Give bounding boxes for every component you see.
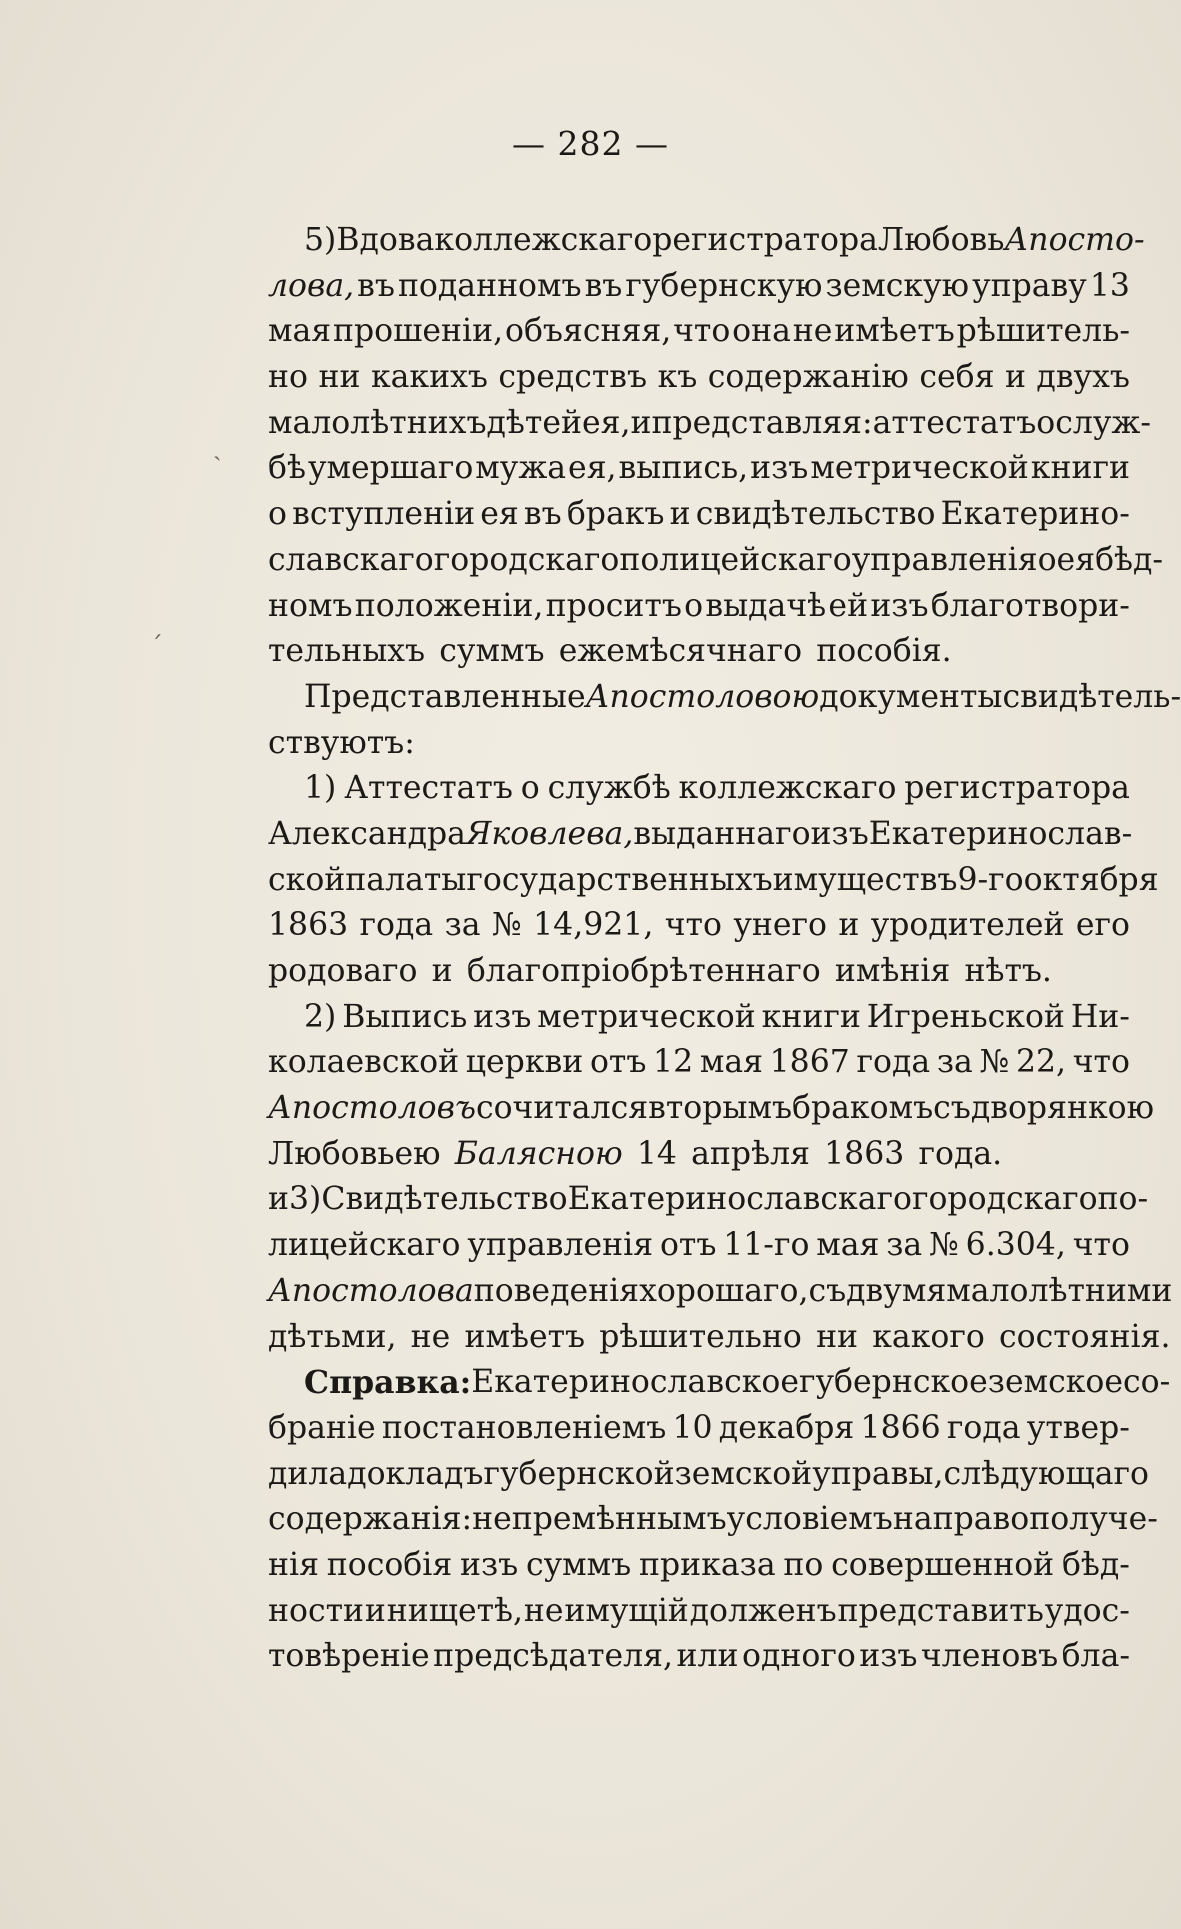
word: что — [1072, 1044, 1130, 1081]
word: малолѣтними — [946, 1272, 1173, 1309]
word: прошенiи, — [333, 313, 504, 350]
text-line — [268, 309, 1130, 355]
italic-name: Яковлева, — [465, 815, 634, 852]
word: ствуютъ: — [268, 724, 415, 761]
text-line — [268, 401, 1152, 447]
word: бѣ — [268, 450, 306, 487]
word: № — [491, 907, 522, 944]
word: полицейскаго — [619, 541, 852, 578]
word: и — [669, 496, 691, 533]
word: дѣтей — [486, 404, 582, 441]
word: что — [664, 907, 722, 944]
text-line — [268, 446, 1130, 492]
word: содержанiя: — [268, 1501, 473, 1538]
word: мая — [268, 313, 332, 350]
word: мая — [816, 1227, 880, 1264]
word: не — [410, 1318, 451, 1355]
text-line — [268, 721, 1130, 767]
word: 1863 — [824, 1135, 905, 1172]
word: губернское — [799, 1364, 988, 1401]
word: и — [630, 404, 652, 441]
word: 3) — [289, 1181, 322, 1218]
word: бѣд- — [1095, 541, 1164, 578]
text-line — [268, 1315, 1171, 1361]
word: совершенной — [831, 1546, 1055, 1583]
italic-name: Апостолова — [268, 1272, 474, 1309]
word: 22, — [1015, 1044, 1067, 1081]
word: благотвори- — [930, 587, 1130, 624]
word: уродителей — [870, 907, 1065, 944]
text-line — [268, 1132, 1130, 1178]
word: къ — [657, 359, 698, 396]
word: сочитался — [475, 1090, 649, 1127]
word: отъ — [589, 1044, 647, 1081]
text-line — [268, 1589, 1130, 1635]
italic-name: лова, — [268, 267, 355, 304]
word: 1) — [304, 770, 337, 807]
word: долженъ — [689, 1592, 837, 1629]
word: 14,921, — [533, 907, 654, 944]
word: постановленiемъ — [381, 1409, 667, 1446]
bold-heading: Справка: — [304, 1364, 472, 1402]
margin-speck: ˊ — [150, 632, 163, 662]
italic-name: Апостоловъ — [268, 1090, 476, 1127]
word: средствъ — [498, 359, 648, 396]
word: въ — [584, 267, 623, 304]
word: но — [268, 359, 308, 396]
word: 1863 — [268, 907, 349, 944]
word: Любовьею — [268, 1135, 441, 1172]
word: поданномъ — [397, 267, 582, 304]
word: вторымъ — [648, 1090, 793, 1127]
word: мужа — [475, 450, 567, 487]
word: Ни- — [1070, 998, 1130, 1035]
word: 6.304, — [965, 1227, 1066, 1264]
word: и — [838, 907, 860, 944]
word: изъ — [810, 815, 869, 852]
word: 11-го — [723, 1227, 810, 1264]
word: что — [1072, 1227, 1130, 1264]
word: утвер- — [1026, 1409, 1130, 1446]
margin-speck: ˎ — [213, 432, 222, 462]
italic-name: Апосто- — [1004, 222, 1145, 258]
word: палаты — [345, 861, 467, 898]
word: о — [1037, 541, 1057, 578]
italic-name: Апостоловою — [585, 678, 820, 715]
word: Екатеринослав- — [868, 815, 1133, 852]
word: право — [932, 1501, 1030, 1538]
word: церкви — [465, 1044, 584, 1081]
word: 13 — [1089, 267, 1130, 304]
word: книги — [1030, 450, 1130, 487]
word: дворянкою — [970, 1090, 1155, 1127]
word: положенiи, — [354, 587, 544, 624]
word: одного — [742, 1638, 856, 1675]
word: нѣтъ. — [964, 953, 1052, 989]
word: 1866 — [860, 1409, 941, 1446]
word: 9-го — [957, 861, 1024, 898]
text-line — [268, 812, 1133, 858]
word: съ — [933, 1090, 971, 1127]
italic-name: Балясною — [454, 1135, 623, 1172]
word: членовъ — [920, 1638, 1059, 1675]
word: имѣетъ — [834, 313, 955, 350]
word: имущiй — [564, 1592, 689, 1629]
word: государственныхъ — [466, 861, 773, 898]
word: состоянiя. — [999, 1318, 1171, 1355]
word: изъ — [750, 450, 809, 487]
word: 10 — [672, 1409, 713, 1446]
text-line — [268, 1543, 1130, 1589]
text-line — [268, 629, 1130, 675]
text-line — [268, 1634, 1130, 1680]
text-line — [268, 1269, 1173, 1315]
word: ея — [480, 496, 519, 533]
word: бла- — [1061, 1638, 1130, 1675]
word: метрической — [810, 450, 1029, 487]
text-line — [268, 538, 1164, 584]
word: Вдова — [336, 222, 435, 258]
word: службѣ — [547, 770, 671, 807]
word: изъ — [859, 1638, 918, 1675]
word: Игреньской — [866, 998, 1065, 1035]
word: на — [892, 1501, 933, 1538]
word: представить — [837, 1592, 1044, 1629]
word: предсѣдателя, — [433, 1638, 674, 1675]
text-line — [268, 1177, 1149, 1223]
word: Выпись — [342, 998, 468, 1035]
text-line — [268, 1223, 1130, 1269]
word: свидѣтельство — [695, 496, 936, 533]
word: пособiя. — [816, 633, 952, 670]
word: колаевской — [268, 1044, 460, 1081]
word: изъ — [460, 1546, 519, 1583]
word: апрѣля — [691, 1135, 810, 1172]
word: получе- — [1029, 1501, 1158, 1538]
word: свидѣтель- — [1002, 678, 1181, 715]
word: что — [673, 313, 731, 350]
word: управленiя — [467, 1227, 654, 1264]
word: хорошаго, — [639, 1272, 809, 1309]
word: 5) — [304, 222, 337, 258]
word: номъ — [268, 587, 353, 624]
text-line — [268, 1406, 1130, 1452]
word: тельныхъ — [268, 633, 426, 670]
word: коллежскаго — [434, 222, 653, 258]
word: ея, — [581, 404, 631, 441]
word: имѣетъ — [464, 1318, 586, 1355]
word: 12 — [653, 1044, 694, 1081]
word: Любовь — [877, 222, 1005, 258]
word: дѣтьми, — [268, 1318, 397, 1355]
word: о — [684, 587, 704, 624]
word: или — [676, 1638, 739, 1675]
word: дила — [268, 1455, 348, 1492]
word: и — [1004, 359, 1026, 396]
word: управленiя — [851, 541, 1038, 578]
text-line — [268, 675, 1181, 721]
word: поведенiя — [473, 1272, 640, 1309]
word: метрической — [537, 998, 756, 1035]
body-text — [268, 218, 1181, 1680]
word: родоваго — [268, 953, 418, 989]
word: нищетѣ, — [386, 1592, 524, 1629]
word: бѣд- — [1061, 1546, 1130, 1583]
word: нiя — [268, 1546, 319, 1583]
word: регистратора — [652, 222, 878, 258]
word: за — [444, 907, 481, 944]
word: какихъ — [370, 359, 488, 396]
word: суммъ — [439, 633, 545, 670]
word: слѣдующаго — [943, 1455, 1150, 1492]
word: его — [1075, 907, 1130, 944]
word: аттестатъ — [872, 404, 1037, 441]
word: книги — [761, 998, 861, 1035]
word: года. — [918, 1135, 1003, 1172]
word: ской — [268, 861, 346, 898]
word: декабря — [718, 1409, 855, 1446]
word: изъ — [870, 587, 929, 624]
word: ежемѣсячнаго — [558, 633, 803, 670]
word: докладъ — [347, 1455, 484, 1492]
word: и — [268, 1181, 289, 1218]
word: содержанiю — [707, 359, 909, 396]
word: ея — [1056, 541, 1096, 578]
word: управу — [972, 267, 1087, 304]
word: приказа — [639, 1546, 776, 1583]
word: непремѣннымъ — [472, 1501, 727, 1538]
word: товѣренiе — [268, 1638, 430, 1675]
word: ея, — [568, 450, 617, 487]
word: мая — [699, 1044, 763, 1081]
text-line — [268, 766, 1130, 812]
word: выданнаго — [633, 815, 811, 852]
text-line — [268, 1086, 1155, 1132]
word: Екатеринославское — [471, 1364, 800, 1401]
word: вступленiи — [292, 496, 476, 533]
word: Представленные — [304, 678, 586, 715]
word: проситъ — [545, 587, 682, 624]
word: славскаго — [268, 541, 434, 578]
word: рѣшитель- — [956, 313, 1130, 350]
word: регистратора — [904, 770, 1130, 807]
word: не — [792, 313, 833, 350]
text-line — [268, 584, 1130, 630]
word: 1867 — [769, 1044, 850, 1081]
text-line — [268, 264, 1130, 310]
text-line — [268, 949, 1130, 995]
text-line — [268, 218, 1145, 264]
word: выпись, — [618, 450, 749, 487]
word: умершаго — [307, 450, 474, 487]
word: имѣнiя — [834, 953, 951, 989]
word: за — [886, 1227, 923, 1264]
text-line — [268, 1040, 1130, 1086]
word: коллежскаго — [678, 770, 897, 807]
word: со- — [1123, 1364, 1171, 1401]
word: благопрiобрѣтеннаго — [466, 953, 821, 989]
word: по- — [1097, 1181, 1149, 1218]
word: 14 — [636, 1135, 677, 1172]
word: Екатеринославскаго — [567, 1181, 912, 1218]
word: о — [1036, 404, 1056, 441]
word: бракомъ — [792, 1090, 934, 1127]
word: года — [856, 1044, 931, 1081]
word: губернской — [483, 1455, 675, 1492]
word: съ — [808, 1272, 847, 1309]
word: себя — [919, 359, 995, 396]
word: управы, — [812, 1455, 944, 1492]
word: № — [979, 1044, 1010, 1081]
word: объясняя, — [504, 313, 672, 350]
word: въ — [357, 267, 395, 304]
text-line — [268, 858, 1159, 904]
word: земской — [674, 1455, 813, 1492]
text-line — [268, 1497, 1158, 1543]
word: условiемъ — [726, 1501, 893, 1538]
word: губернскую — [625, 267, 823, 304]
word: суммъ — [526, 1546, 632, 1583]
text-line — [268, 355, 1130, 401]
word: изъ — [473, 998, 532, 1035]
word: она — [732, 313, 791, 350]
word: ей — [828, 587, 869, 624]
word: № — [929, 1227, 959, 1264]
word: октября — [1023, 861, 1159, 898]
text-line — [268, 1452, 1150, 1498]
word: и — [431, 953, 453, 989]
word: по — [783, 1546, 824, 1583]
word: городскаго — [911, 1181, 1098, 1218]
word: удос- — [1044, 1592, 1130, 1629]
text-line — [268, 492, 1130, 538]
text-line — [268, 1360, 1171, 1406]
word: за — [936, 1044, 973, 1081]
word: лицейскаго — [268, 1227, 461, 1264]
word: Александра — [268, 815, 466, 852]
word: въ — [523, 496, 562, 533]
word: Екатерино- — [940, 496, 1130, 533]
word: земскую — [825, 267, 970, 304]
word: малолѣтнихъ — [268, 404, 487, 441]
text-line — [268, 903, 1130, 949]
word: 2) — [304, 998, 337, 1035]
word: двумя — [846, 1272, 947, 1309]
word: бракъ — [566, 496, 665, 533]
word: ни — [816, 1318, 859, 1355]
word: унего — [733, 907, 827, 944]
word: Свидѣтельство — [321, 1181, 568, 1218]
word: о — [520, 770, 540, 807]
word: ни — [318, 359, 361, 396]
word: служ- — [1055, 404, 1152, 441]
word: пособiя — [326, 1546, 453, 1583]
word: о — [268, 496, 287, 533]
word: рѣшительно — [599, 1318, 802, 1355]
word: и — [364, 1592, 386, 1629]
word: ности — [268, 1592, 365, 1629]
word: представляя: — [651, 404, 873, 441]
word: не — [523, 1592, 564, 1629]
word: какого — [872, 1318, 985, 1355]
word: имуществъ — [772, 861, 958, 898]
word: года — [946, 1409, 1021, 1446]
text-line — [268, 995, 1130, 1041]
word: документы — [819, 678, 1003, 715]
word: выдачѣ — [705, 587, 827, 624]
word: городскаго — [433, 541, 620, 578]
word: бранiе — [268, 1409, 376, 1446]
word: отъ — [659, 1227, 717, 1264]
word: Аттестатъ — [344, 770, 513, 807]
page-number: — 282 — — [512, 124, 669, 163]
word: земское — [987, 1364, 1124, 1401]
word: двухъ — [1036, 359, 1130, 396]
word: года — [359, 907, 434, 944]
